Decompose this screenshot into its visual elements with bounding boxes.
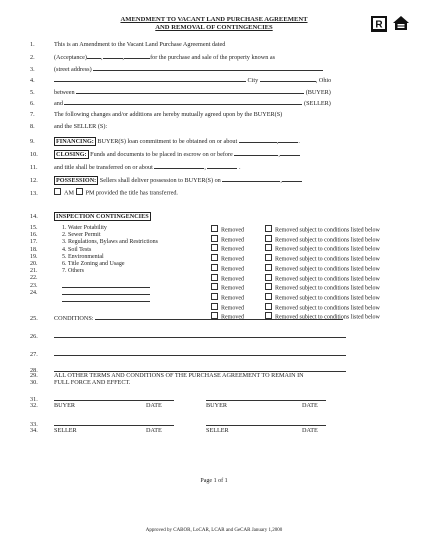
financing-year-field[interactable]: [278, 137, 298, 143]
other-inspection-field-3[interactable]: [62, 301, 150, 302]
line-11: 11. and title shall be transferred on or about , .: [30, 164, 241, 171]
transfer-date-field[interactable]: [154, 163, 204, 169]
date-label-3: DATE: [146, 427, 162, 434]
closing-year-field[interactable]: [280, 150, 300, 156]
removed-checkbox[interactable]: [211, 235, 218, 242]
possession-date-field[interactable]: [222, 176, 280, 182]
removed-checkbox[interactable]: [211, 225, 218, 232]
inspection-item: 6. Title Zoning and Usage: [62, 261, 125, 268]
removed-conditions-checkbox[interactable]: [265, 264, 272, 271]
line-33: 33.: [30, 420, 326, 428]
line-30: 30. FULL FORCE AND EFFECT.: [30, 379, 131, 386]
inspection-contingencies-label: INSPECTION CONTINGENCIES: [56, 213, 149, 220]
line-10: 10. CLOSING: Funds and documents to be placed in escrow on or before ,: [30, 150, 300, 158]
removed-conditions-checkbox[interactable]: [265, 254, 272, 261]
seller-signature-line-2[interactable]: [206, 420, 326, 426]
line-31: 31.: [30, 395, 326, 403]
line-34: 34. SELLER DATE SELLER DATE: [30, 427, 318, 434]
approval-note: Approved by CABOR, LoCAR, LCAR and GeCAR January 1,2000: [145, 528, 283, 533]
line-3: 3. (street address): [30, 65, 323, 73]
removed-conditions-checkbox[interactable]: [265, 303, 272, 310]
inspection-item: 2. Sewer Permit: [62, 232, 101, 239]
svg-text:R: R: [375, 19, 383, 31]
removed-checkbox[interactable]: [211, 283, 218, 290]
acceptance-field-3[interactable]: [124, 53, 150, 59]
acceptance-field-1[interactable]: [87, 53, 101, 59]
line-27: 27.: [30, 350, 346, 358]
document-title: [64, 16, 364, 32]
realtor-logo-icon: [370, 15, 388, 33]
possession-year-field[interactable]: [282, 176, 302, 182]
line-12: 12. POSSESSION: Sellers shall deliver possession to BUYER(S) on ,: [30, 176, 302, 184]
pm-checkbox[interactable]: [76, 188, 83, 195]
line-28: 28.: [30, 366, 346, 374]
removed-conditions-checkbox[interactable]: [265, 225, 272, 232]
date-label-4: DATE: [302, 427, 318, 434]
line-7: 7. The following changes and/or additions are hereby mutually agreed upon by the BUYER(S): [30, 111, 283, 118]
line-13: 13. AM PM provided the title has transferred.: [30, 189, 178, 197]
inspection-item: 4. Soil Tests: [62, 246, 92, 253]
buyer-label-1: BUYER: [54, 402, 75, 409]
inspection-item: 1. Water Potability: [62, 225, 107, 231]
city-field[interactable]: [260, 76, 316, 82]
line-9: 9. FINANCING: BUYER(S) loan commitment to be obtained on or about , .: [30, 138, 300, 145]
removed-checkbox[interactable]: [211, 274, 218, 281]
seller-label-2: SELLER: [206, 427, 229, 434]
inspection-items: [62, 225, 158, 275]
seller-field[interactable]: [64, 99, 302, 105]
removed-conditions-checkbox[interactable]: [265, 235, 272, 242]
am-checkbox[interactable]: [54, 188, 61, 195]
removed-column: Removed Removed Removed Removed Removed Removed Removed Removed Removed Removed: [211, 225, 244, 322]
line-29: 29. ALL OTHER TERMS AND CONDITIONS OF THE PURCHASE AGREEMENT TO REMAIN IN: [30, 372, 304, 379]
removed-conditions-checkbox[interactable]: [265, 293, 272, 300]
line-32: 32. BUYER DATE BUYER DATE: [30, 402, 318, 409]
removed-conditions-column: Removed subject to conditions listed below Removed subject to conditions listed below Removed subject to conditions listed below Removed subject to conditions listed below Removed subject to conditions listed below Removed subject to conditions listed below Removed subject to conditions listed below Removed subject to conditions listed below Removed subject to conditions listed below Removed subject to conditions listed below: [265, 225, 380, 322]
removed-conditions-checkbox[interactable]: [265, 283, 272, 290]
inspection-item: 7. Others: [62, 268, 84, 275]
closing-label: CLOSING:: [56, 151, 87, 158]
address-line-field[interactable]: [54, 76, 246, 82]
page-number: Page 1 of 1: [200, 478, 228, 484]
buyer-signature-line-1[interactable]: [54, 395, 174, 401]
removed-conditions-checkbox[interactable]: [265, 244, 272, 251]
acceptance-field-2[interactable]: [103, 53, 123, 59]
conditions-field-2[interactable]: [54, 332, 346, 338]
inspection-line-numbers: 15. 16. 17. 18. 19. 20. 21. 22. 23. 24.: [30, 225, 38, 296]
street-address-field[interactable]: [93, 65, 323, 71]
buyer-field[interactable]: [76, 88, 304, 94]
other-inspection-field-1[interactable]: [62, 287, 150, 288]
removed-checkbox[interactable]: [211, 293, 218, 300]
line-8: 8. and the SELLER (S):: [30, 123, 108, 130]
financing-date-field[interactable]: [239, 137, 277, 143]
conditions-field-3[interactable]: [54, 350, 346, 356]
line-25: 25. CONDITIONS:: [30, 314, 343, 322]
buyer-label-2: BUYER: [206, 402, 227, 409]
other-inspection-field-2[interactable]: [62, 294, 150, 295]
date-label-1: DATE: [146, 402, 162, 409]
date-label-2: DATE: [302, 402, 318, 409]
transfer-year-field[interactable]: [207, 163, 237, 169]
removed-checkbox[interactable]: [211, 254, 218, 261]
line-4: 4. City , Ohio: [30, 77, 332, 84]
inspection-item: 5. Environmental: [62, 253, 104, 260]
line-6: 6. and (SELLER): [30, 100, 331, 107]
conditions-field-1[interactable]: [95, 314, 343, 320]
equal-housing-icon: [392, 15, 410, 33]
title-line-1: AMENDMENT TO VACANT LAND PURCHASE AGREEMENT: [120, 16, 308, 23]
seller-label-1: SELLER: [54, 427, 77, 434]
financing-label: FINANCING:: [56, 138, 94, 145]
line-26: 26.: [30, 332, 346, 340]
closing-date-field[interactable]: [234, 150, 278, 156]
line-14: 14. INSPECTION CONTINGENCIES: [30, 213, 149, 220]
title-line-2: AND REMOVAL OF CONTINGENCIES: [155, 24, 273, 31]
line-5: 5. between (BUYER): [30, 89, 331, 96]
line-2: 2. (Acceptance) , , for the purchase and sale of the property known as: [30, 54, 275, 61]
buyer-signature-line-2[interactable]: [206, 395, 326, 401]
removed-conditions-checkbox[interactable]: [265, 274, 272, 281]
line-1: 1. This is an Amendment to the Vacant Land Purchase Agreement dated: [30, 41, 226, 48]
seller-signature-line-1[interactable]: [54, 420, 174, 426]
inspection-item: 3. Regulations, Bylaws and Restrictions: [62, 239, 158, 246]
removed-checkbox[interactable]: [211, 303, 218, 310]
removed-checkbox[interactable]: [211, 244, 218, 251]
possession-label: POSSESSION:: [56, 177, 97, 184]
removed-checkbox[interactable]: [211, 264, 218, 271]
